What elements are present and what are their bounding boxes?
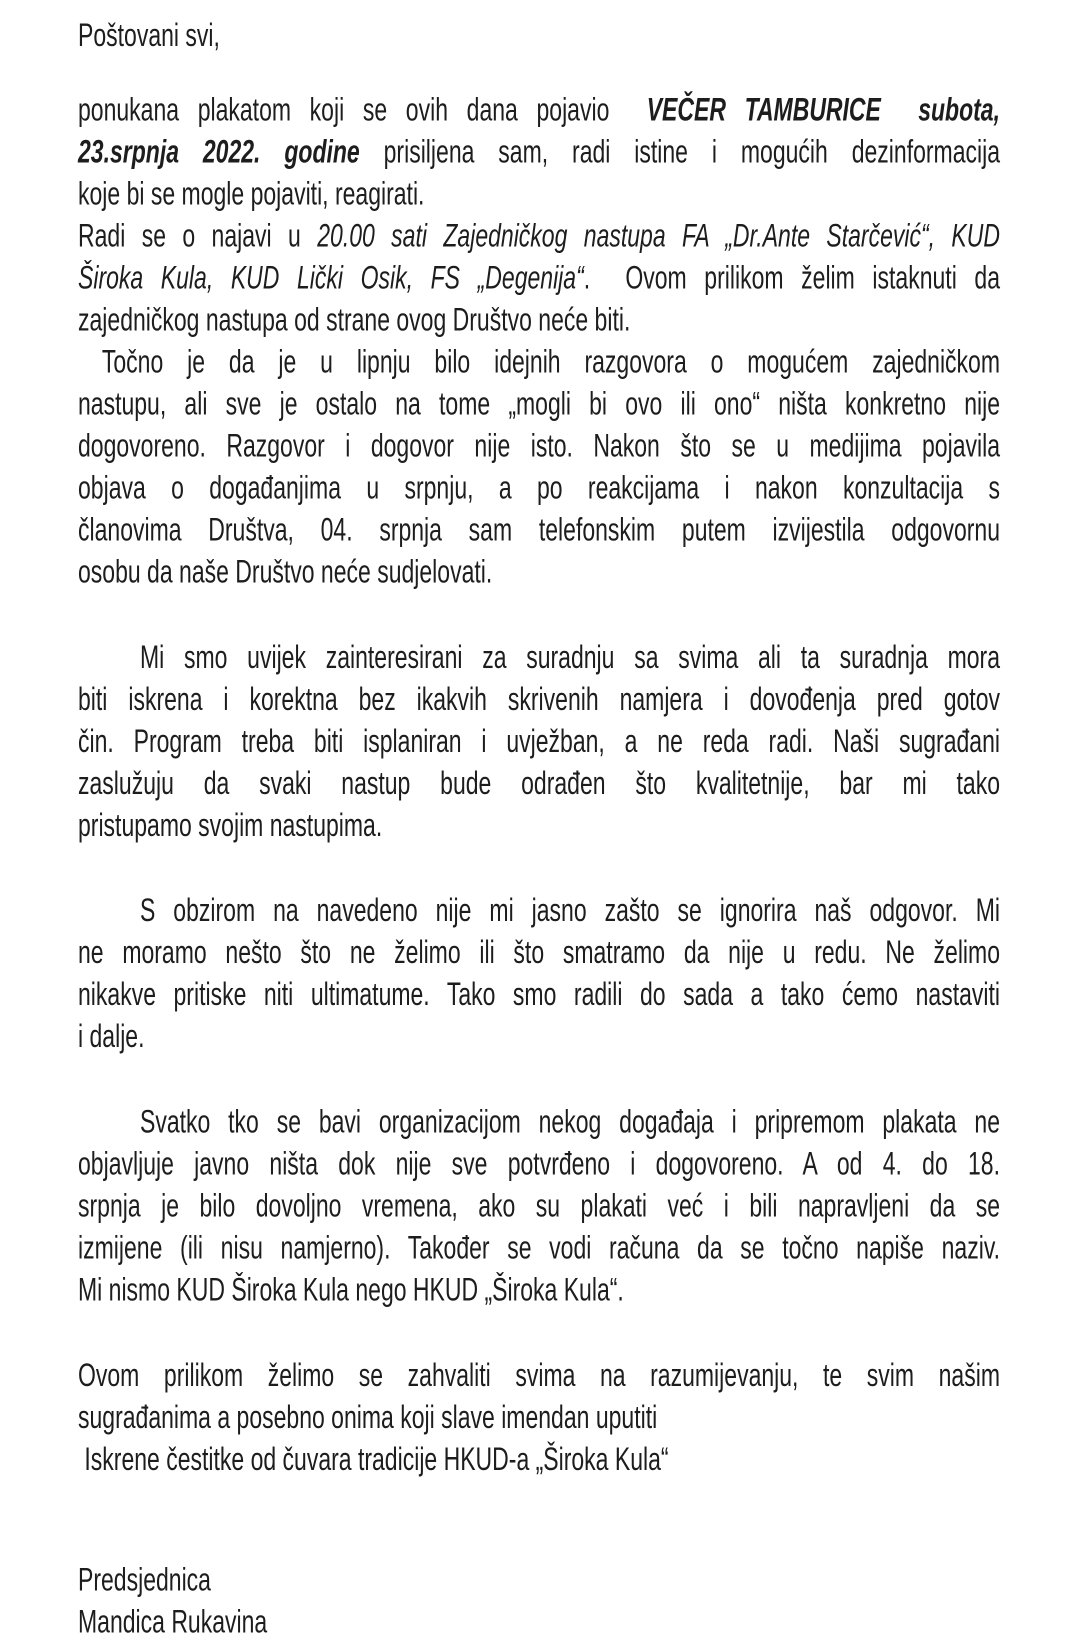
text-line [78,1268,1000,1310]
paragraph-clarification [78,340,1000,592]
text-run: prisiljena sam, radi istine i mogućih dezinformacija [359,133,1000,170]
text-line [78,214,1000,256]
text-run: nikakve pritiske niti ultimatume. Tako smo radili do sada a tako ćemo nastaviti [78,975,1000,1013]
text-run: Široka Kula, KUD Lički Osik, FS „Degenija“ [78,259,584,296]
paragraph-intro [78,88,1000,214]
text-line [78,1558,1000,1600]
text-run: članovima Društva, 04. srpnja sam telefonskim putem izvijestila odgovornu [78,511,1000,548]
text-line [78,14,1000,56]
signature-name [78,1600,1000,1642]
text-line [78,973,1000,1015]
text-line [78,804,1000,846]
text-line [78,1100,1000,1142]
text-line [78,340,1000,382]
text-line [78,1015,1000,1057]
text-line [78,466,1000,508]
text-run: sugrađanima a posebno onima koji slave imendan uputiti [78,1398,658,1435]
paragraph-organization [78,1100,1000,1310]
text-run: Točno je da je u lipnju bilo idejnih razgovora o mogućem zajedničkom [78,343,1001,380]
text-run: izmijene (ili nisu namjerno). Također se vodi računa da se točno napiše naziv. [78,1229,1000,1266]
text-run: Poštovani svi, [78,16,220,54]
text-run: S obzirom na navedeno nije mi jasno zašto se ignorira naš odgovor. Mi [140,891,1000,929]
text-run: Radi se o najavi u [78,217,318,254]
text-line [78,636,1000,678]
text-line [78,1438,1000,1480]
text-line [78,720,1000,762]
text-run: zajedničkog nastupa od strane ovog Društvo neće biti. [78,301,631,338]
text-run: Mandica Rukavina [78,1603,268,1640]
salutation [78,14,1000,56]
paragraph-cooperation [78,636,1000,846]
text-run: Mi nismo KUD Široka Kula nego HKUD „Široka Kula“. [78,1271,624,1308]
text-line [78,172,1000,214]
text-run: osobu da naše Društvo neće sudjelovati. [78,553,493,590]
text-run: Predsjednica [78,1561,211,1598]
text-line [78,382,1000,424]
text-run: srpnja je bilo dovoljno vremena, ako su plakati već i bili napravljeni da se [78,1187,1000,1224]
text-line [78,88,1000,130]
text-line [78,424,1000,466]
text-line [78,298,1000,340]
text-run: čin. Program treba biti isplaniran i uvježban, a ne reda radi. Naši sugrađani [78,722,1000,759]
text-line [78,550,1000,592]
text-line [78,1396,1000,1438]
text-line [78,1600,1000,1642]
paragraph-announcement [78,214,1000,340]
text-run: objavljuje javno ništa dok nije sve potvrđeno i dogovoreno. A od 4. do 18. [78,1145,1000,1182]
text-line [78,1354,1000,1396]
text-run: dogovoreno. Razgovor i dogovor nije isto. Nakon što se u medijima pojavila [78,427,1000,464]
document-body [78,14,1000,1642]
text-line [78,762,1000,804]
paragraph-response [78,889,1000,1057]
signature-title [78,1558,1000,1600]
text-line [78,889,1000,931]
text-run: koje bi se mogle pojaviti, reagirati. [78,175,425,212]
text-line [78,678,1000,720]
paragraph-greetings [78,1438,1000,1480]
text-run: i dalje. [78,1017,145,1055]
text-run: 20.00 sati Zajedničkog nastupa FA „Dr.Ante Starčević“, KUD [317,217,1000,254]
text-run: Iskrene čestitke od čuvara tradicije HKUD-a „Široka Kula“ [78,1440,669,1477]
text-run: nastupu, ali sve je ostalo na tome „mogli bi ovo ili ono“ ništa konkretno nije [78,385,1000,422]
text-run: . Ovom prilikom želim istaknuti da [583,259,1001,296]
text-run: 23.srpnja 2022. godine [78,133,360,170]
text-line [78,931,1000,973]
text-run: Mi smo uvijek zainteresirani za suradnju sa svima ali ta suradnja mora [140,638,1000,675]
text-run: Ovom prilikom želimo se zahvaliti svima na razumijevanju, te svim našim [78,1356,1000,1393]
text-run: VEČER TAMBURICE subota, [646,91,1000,128]
text-line [78,1184,1000,1226]
text-run: zaslužuju da svaki nastup bude odrađen što kvalitetnije, bar mi tako [78,764,1000,801]
text-line [78,508,1000,550]
text-line [78,130,1000,172]
text-run: Svatko tko se bavi organizacijom nekog događaja i pripremom plakata ne [140,1103,1000,1140]
text-line [78,1226,1000,1268]
text-run: objava o događanjima u srpnju, a po reakcijama i nakon konzultacija s [78,469,1000,506]
text-run: pristupamo svojim nastupima. [78,806,383,843]
text-line [78,256,1000,298]
text-run: biti iskrena i korektna bez ikakvih skrivenih namjera i dovođenja pred gotov [78,680,1000,717]
text-run: ne moramo nešto što ne želimo ili što smatramo da nije u redu. Ne želimo [78,933,1000,971]
paragraph-thanks [78,1354,1000,1438]
text-run: ponukana plakatom koji se ovih dana pojavio [78,91,647,128]
text-line [78,1142,1000,1184]
